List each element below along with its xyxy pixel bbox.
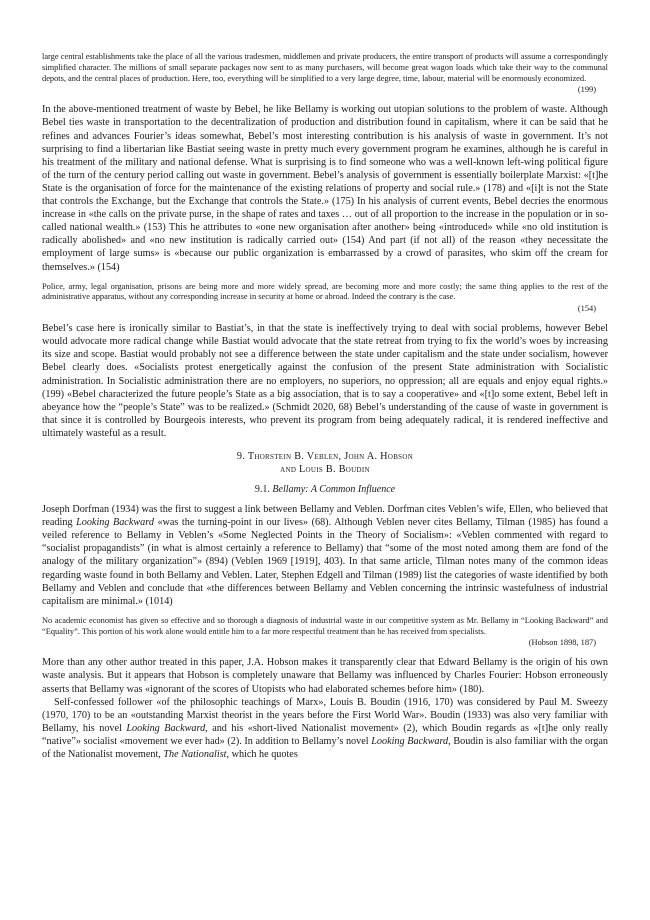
subsection-heading bbox=[42, 483, 608, 496]
section-heading-line-2: and Louis B. Boudin bbox=[280, 464, 370, 476]
quote-citation: (154) bbox=[577, 304, 596, 314]
text-run: , Boudin is also familiar with the organ of the Nationalist movement, bbox=[42, 735, 608, 761]
text-run: Self-confessed follower «of the philosophic teachings of Marx», Louis B. Boudin (1916, 170) was considered by Paul M. Sweezy (1970, 170) to be an «outstanding Marxist theorist in the years before the First World War». Boudin (1933) was also very familiar with Bellamy, his novel bbox=[42, 696, 608, 734]
quote-citation: (199) bbox=[577, 85, 596, 95]
block-quote-bebel-transport: large central establishments take the place of all the various tradesmen, middlemen and private producers, the entire transport of products will assume a correspondingly simplified character. The millions of small separate packages now sent to as many purchasers, will become great wagon loads which take their way to the communal depots, and the central places of production. Here, too, everything will be simplified to a very large degree, time, labour, material will be enormously economized. bbox=[42, 52, 608, 83]
journal-title: The Nationalist bbox=[163, 749, 227, 761]
book-title: Looking Backward bbox=[76, 517, 154, 529]
body-paragraph-bebel-waste: In the above-mentioned treatment of waste by Bebel, he like Bellamy is working out utopian solutions to the problem of waste. Although Bebel ties waste in transportation to the decentralization of production and distribution found in capitalism, where it can be said that he refines and advances Fourier’s ideas somewhat, Bebel’s most interesting contribution is his analysis of waste in government. It’s not surprising to find a libertarian like Bastiat seeing waste in pretty much every government program he examines, although he is careful in his treatment of the military and national defense. What is surprising is to find someone who was a well-known left-wing political figure of the turn of the century period calling out waste in government. Bebel’s analysis of government is essentially boilerplate Marxist: «[t]he State is the organisation of force for the maintenance of the existing relations of property and social rule.» (178) and «[i]t is not the State that controls the Exchange, but the Exchange that controls the State.» (175) In his analysis of current events, Bebel decries the enormous increase in «the calls on the private purse, in the shape of rates and taxes … out of all proportion to the increase in the population or in so-called national wealth.» (153) This he attributes to «one new organisation after another» being «introduced» while «no old institution is radically abolished» and «no new institution is radically carried out» (154) And part (if not all) of the reason «they necessitate the employment of large sums» is «because our public organization is embarrassed by a crowd of parasites, who skim off the cream for themselves.» (154) bbox=[42, 104, 608, 273]
block-quote-bebel-police: Police, army, legal organisation, prisons are being more and more widely spread, are becoming more and more costly; the same thing applies to the rest of the administrative apparatus, without any corresponding increase in security at home or abroad. Indeed the contrary is the case. bbox=[42, 281, 608, 302]
subsection-number: 9.1. bbox=[254, 484, 270, 496]
text-run: , which he quotes bbox=[226, 749, 298, 761]
section-heading bbox=[42, 450, 608, 476]
body-paragraph-boudin bbox=[42, 696, 608, 761]
section-heading-line-1: 9. Thorstein B. Veblen, John A. Hobson bbox=[236, 451, 414, 463]
text-run: Joseph Dorfman (1934) was the first to suggest a link between Bellamy and Veblen. Dorfman cites Veblen’s wife, Ellen, who believed that reading bbox=[42, 504, 608, 529]
text-run: , and his «short-lived Nationalist movement» (2), which Boudin regards as «[t]he only really “native”» socialist «movement we ever had» (2). In addition to Bellamy’s novel bbox=[42, 722, 608, 747]
page bbox=[42, 0, 608, 761]
book-title: Looking Backward bbox=[126, 722, 206, 734]
book-title: Looking Backward bbox=[371, 735, 449, 747]
quote-citation: (Hobson 1898, 187) bbox=[528, 638, 596, 648]
subsection-title: Bellamy: A Common Influence bbox=[272, 484, 396, 496]
body-paragraph-dorfman-veblen bbox=[42, 503, 608, 608]
body-paragraph-hobson: More than any other author treated in this paper, J.A. Hobson makes it transparently clear that Edward Bellamy is the origin of his own waste analysis. But it appears that Hobson is completely unaware that Bellamy was influenced by Charles Fourier: Hobson erroneously asserts that Bellamy was «ignorant of the scores of Utopists who had elaborated schemes before him» (180). bbox=[42, 657, 608, 695]
text-run: «was the turning-point in our lives» (68). Although Veblen never cites Bellamy, Tilman (1985) has found a veiled reference to Bellamy in Veblen’s «Some Neglected Points in the Theory of Socialism»: «Veblen commented with regard to “socialist propagandists” (in what is almost certainly a reference to Bellamy) that “some of the most noted among them are fond of the analogy of the military organization”» (894) (Veblen 1969 [1919], 403). In that same article, Tilman notes many of the common ideas regarding waste found in both Bellamy and Veblen. Later, Stephen Edgell and Tilman (1989) list the categories of waste identified by both Bellamy and Veblen and conclude that «the differences between Bellamy and Veblen concerning the intrinsic wastefulness of industrial capitalism are minimal.» (1014) bbox=[42, 517, 608, 607]
block-quote-hobson: No academic economist has given so effective and so thorough a diagnosis of industrial waste in our competitive system as Mr. Bellamy in “Looking Backward” and “Equality”. This portion of his work alone would entitle him to a far more respectful treatment than he has received from specialists. bbox=[42, 615, 608, 636]
body-paragraph-bebel-bastiat: Bebel’s case here is ironically similar to Bastiat’s, in that the state is ineffectively trying to deal with social problems, however Bebel would advocate more radical change while Bastiat would advocate that the state retreat from trying to fix the world’s woes by increasing its size and scope. Bastiat would probably not see a difference between the state under capitalism and the state under socialism, however Bebel clearly does. «Socialists protest energetically against the confusion of the present State administration with Socialistic administration. In Socialistic administration there are no employers, no superiors, no oppression; all are equals and enjoy equal rights.» (199) «Bebel characterized the future people’s State as a big association, that is to say a cooperative» and «[t]o some extent, Bebel left in abeyance how the “people’s State” was to be realized.» (Schmidt 2020, 68) Bebel’s understanding of the cause of waste in government is that since it is controlled by Bourgeois interests, who prevent its program from being adequately radical, it is rendered ineffective and ultimately wasteful as a result. bbox=[42, 323, 608, 439]
